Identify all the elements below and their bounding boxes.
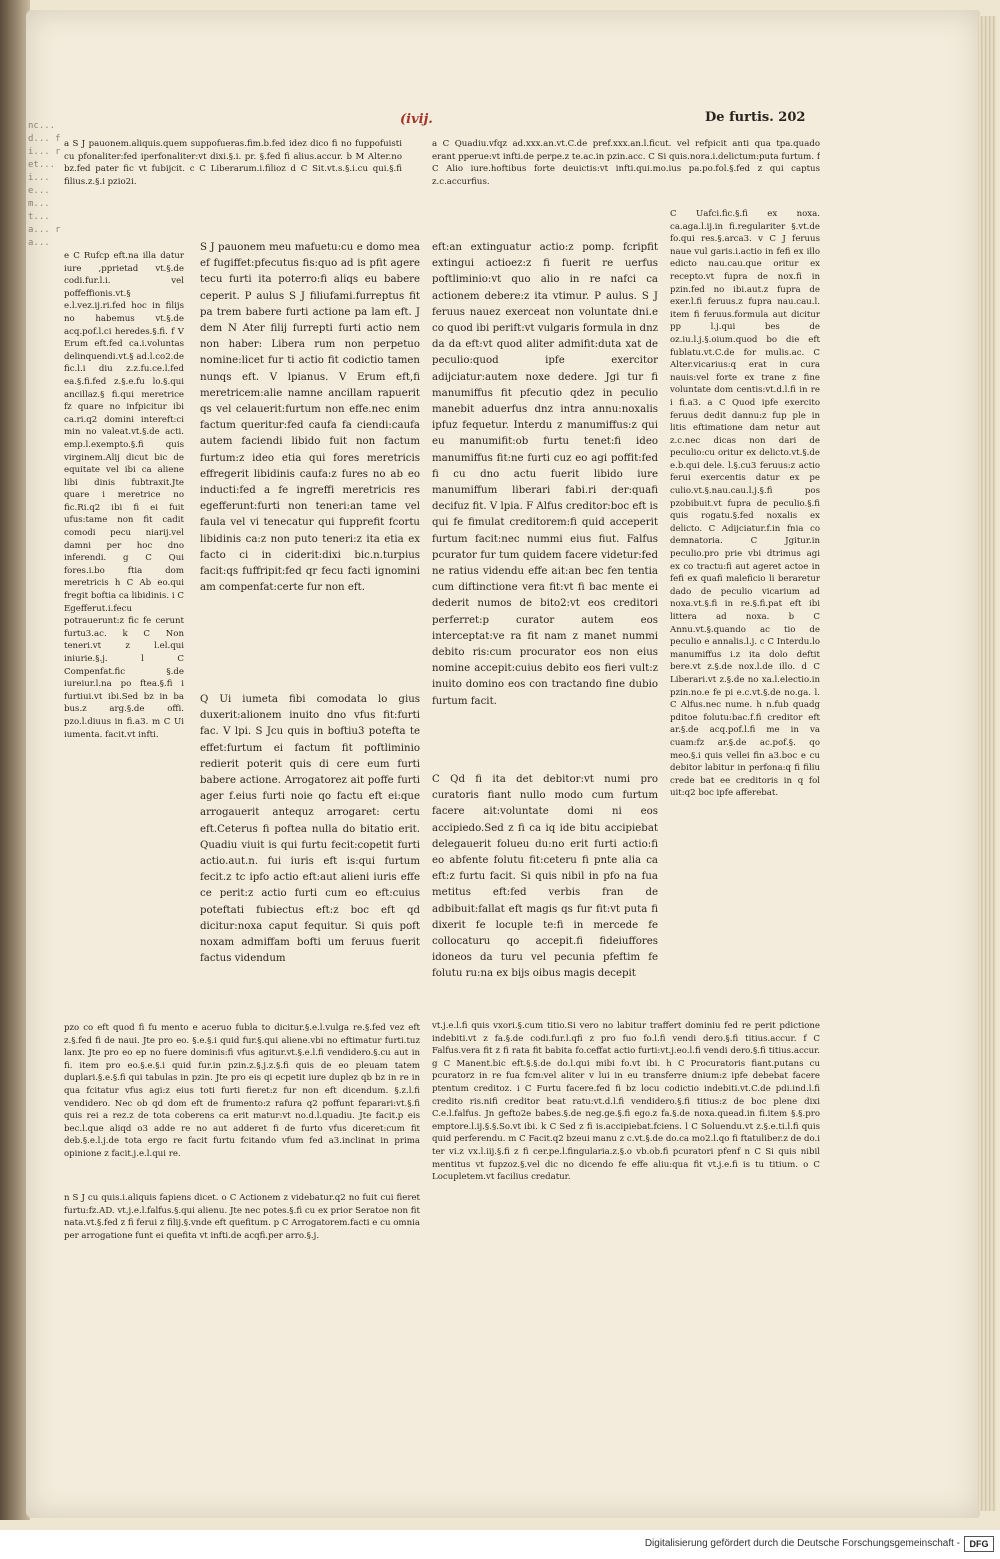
previous-page-margin-fragments: nc... d... fi... ret... i... e... m... t... a... ra... (28, 121, 61, 248)
digitization-footer (0, 1530, 1000, 1559)
page-edges (978, 16, 996, 1511)
gloss-column-right: C Uafci.fic.§.fi ex noxa. ca.aga.l.ij.in fi.regulariter §.vt.de fo.qui res.§.arca3. v C J feruus naue vul garis.i.actio in fefi ex illo edicto nau.cau.que oritur ex recepto.vt fupra de nox.fi in pzin.fed no ibi.aut.z fupra de exer.l.fi feruus.z fupra nau.cau.l. item fi feruus.formula aut dicitur pp l.j.qui bes de oz.iu.l.j.§.oium.quod bo die eft fublatu.vt.C.de for mulis.ac. C Alter.vicarius:q erat in cura nauis:vel forte ex trane z fine voluntate dom centis:vt.d.l.fi in re i fi.a3. a C Quod ipfe exercito feruus dedit dannu:z fup ple in litis eftimatione dam netur aut z.c.nec dicas non dari de peculio:cu oritur ex delicto.vt.§.de e.b.qui dele. l.§.cu3 feruus:z actio ferui exercentis datur ex pe culio.vt.§.nau.cau.l.j.§.fi pos pzobibuit.vt fupra de peculio.§.fi quis rogatu.§.fed noxalis ex delicto. C Adijciatur.f.in fnia co demnatoria. C Jgitur.in peculio.pro prie vbi dtrimus agi ex co tractu:fi aut ageret actoe in fefi ex quafi maleficio li beraretur dado de peculio vicarium ad noxa.vt.§.fi in re.§.fi.pat eft ibi littera ad noxa. b C Annu.vt.§.quando ac tio de peculio e annalis.l.j. c C Interdu.lo manumiffus i.z ita dolo deftit bere.vt z.§.de nox.l.de illo. d C Liberari.vt z.§.de no xa.l.electio.in pzin.no.e fe pi e.c.vt.§.de no.ga. l. C Alfus.nec nume. h n.fub quadg pditoe folutu:bac.f.fi creditor eft ar.§.de acq.pof.l.fi me in va cuam:fz ar.§.de ac.pof.§. qo meo.§.i quis vellei fin a3.boc e cu debitor labitur in perfona:q fi filiu crede bat ee creditoris in q fol uit:q2 boc ipfe afferebat. (670, 209, 820, 799)
main-text-column-2-bottom: C Qd fi ita det debitor:vt numi pro curatoris fiant nullo modo cum furtum facere ait:voluntate domi ni eos accipiedo.Sed z fi ca iq ide bitu accipiebat delegauerit folueu du:no erit furti actio:fi eo abfente folutu fit:ceteru fi pnte alia ca eft:z furtu facit. Si quis nibil in pfo na fua metitus eft:fed verbis fran de adbibuit:fallat eft magis qs fur fit:vt puta fi dixerit fe locuple te:fi in mercede fe collocaturu qo accepit.fi fideiuffores idoneos da turu vel pecunia pfeftim fe folutu ru:na ex bijs oibus magis decepit (432, 774, 658, 980)
running-title: De furtis. 202 (705, 110, 806, 125)
main-text-column-2-top: eft:an extinguatur actio:z pomp. fcripfit extingui actioez:z fi fuerit re uerfus poftliminio:vt quo alio in re nafci ca actionem debere:z ita vtimur. P aulus. S J feruus nauez exerceat non voluntate dni.e co quod ibi perift:vt vulgaris formula in dnz da da eft:vt quod aliter admifit:duta xat de peculio:quod ipfe exercitor adijciatur:autem noxe dedere. Jgi tur fi manumiffus fit pfecutio qdez in peculio manebit aduerfus dnz intra annu:noxalis ipfuz fequetur. Interdu z manumiffus:z qui eu manumifit:ob furtu tenet:fi ideo manumiffus fit:ne furti cuz eo agi poffit:fed fi cu dno actu fuerit libido iure manumiffum liberari fabi.ri der:quafi decifuz fit. V lpia. F Alfus creditor:boc eft is qui fe fimulat creditorem:fi quid acceperit furtum facit:nec nummi eius fiut. Falfus pcurator fur tum quidem facere videtur:fed ne ratius videndu effe ait:an bec fen tentia cum diftinctione vera fit:vt fi bac mente ei dederit numos de bito2:vt eos creditori perferret:p curator autem eos interceptat:ve ra fit nam z manet nummi debito ris:cum procurator eos non eius nomine accepit:cuius debito eos fieri vult:z inuito domino eos con tractando fine dubio furtum facit. (432, 242, 658, 707)
gloss-block-bottom-left: pzo co eft quod fi fu mento e aceruo fubla to dicitur.§.e.l.vulga re.§.fed vez eft z.§.fed fi de naui. Jte pro eo. §.e.§.i quid fur.§.qui aliene.vbi no eftimatur furti.tuz lanx. Jte pro eo ep no fuere dominis:fi vfus agitur.vt.§.e.l.fi vendidero.§.cu aut in fi. item pro eo.§.e.§.i quid fur.in pzin.z.§.j.z.§.fi quis de eo pleuam tatem duplari.§.e.§.fi qui tabulas in pzin. Jte pro eis qi ecpetit iure duplez qb bz in re in qua fcitatur vfus agi:z eius toti furti fieret:z fur non eft dicendum. §.z.l.fi vendidero. Nec ob qd dom eft de frumento:z rafura q2 poffunt feparari:vt.§.fi quis rei a rez.z de tota coberens ca erit matur:vt no.d.l.quadiu. Jte facit.p eis bec.l.que aliqd o3 adde re no aut adderet fi de furto vfus diceret:cum fit deb.§.e.l.j.de tota ergo re facit furtu fcitando vfum fed a3.inclinat in prima opinione z facit.j.e.l.qui re. (64, 1023, 420, 1159)
main-text-column-1-top: S J pauonem meu mafuetu:cu e domo mea ef fugiffet:pfecutus fis:quo ad is pfit agere tecu furti ita poterro:fi aliqs eu babere ceperit. P aulus S J filiufami.furreptus fit pa trem babere furti actione pa lam eft. J dem N Ater filij furrepti furti actio nem non haber: Libera rum non perpetuo nomine:licet fur ti actio fit codictio tamen nunqs eft. V lpianus. V Erum eft,fi meretricem:alie namne ancillam rapuerit qs vel celauerit:furtum non effe.nec enim factum queritur:fed caufa fa ciendi:caufa autem faciendi libido fuit non factum furtum:z ideo etia qui fores meretricis effregerit libidinis caufa:z fures no ab eo inducti:fed a fe ingreffi meretricis res egefferunt:furti non teneri:an tame vel faula vel vi tenecatur qui fupprefit fcortu libidinis ca:z non puto teneri:z ita etia ex facto ci in ciderit:dixi bic.n.turpius facit:qs fuffripit:fed qr fecu facti ignomini am compenfat:certe fur non eft. (200, 242, 420, 594)
gloss-block-top-left: a S J pauonem.aliquis.quem suppofueras.fim.b.fed idez dico fi no fuppofuisti cu pfonaliter:fed iperfonaliter:vt dixi.§.i. pr. §.fed fi alius.accur. b M Alter.no bz.fed pater fic vt fubijcit. c C Liberarum.i.filioz d C Sit.vt.s.§.i.cu qui.§.fi filius.z.§.i pzio2i. (64, 139, 402, 187)
footer-credit-text: Digitalisierung gefördert durch die Deutsche Forschungsgemeinschaft - (644, 1538, 960, 1549)
gloss-block-top-right: a C Quadiu.vfqz ad.xxx.an.vt.C.de pref.xxx.an.l.ficut. vel refpicit anti qua tpa.quado erant pperue:vt infti.de perpe.z te.ac.in pzin.acc. C Si quis.nora.i.delictum:puta furtum. f C Alio iure.hoftibus forte deuictis:vt infti.qui.mo.ius pa.po.fol.§.fed z qui captus z.c.accurfius. (432, 139, 820, 187)
gloss-column-left: e C Rufcp eft.na illa datur iure ,pprietad vt.§.de codi.fur.l.i. vel poffeffionis.vt.§ e.l.vez.ij.ri.fed hoc in filijs no habemus vt.§.de acq.pof.l.ci heredes.§.fi. f V Erum eft.fed ca.i.voluntas delinquendi.vt.§ ad.l.co2.de fic.l.i diu z.z.fu.ce.l.fed ea.§.fi.fed z.§.e.fu lo.§.qui ancillaz.§ fi.qui meretrice fz quare no infpicitur ibi ca.ri.q2 domini intereft:ci min no valeat.vt.§.de acti. emp.l.exempto.§.fi quis virginem.Alij dicut bic de equitate vel ibi ca aliene libi dinis fubtraxit.Jte quare i meretrice no fic.Ri.q2 ibi fi ei fuit ufus:tame non fit cadit comodi pecu niarij.vel damni per hoc dno inferendi. g C Qui fores.i.bo ftia dom meretricis h C Ab eo.qui fregit boftia ca libidinis. i C Egefferut.i.fecu potrauerunt:z fic fe cerunt furtu3.ac. k C Non teneri.vt z l.el.qui iniurie.§.j. l C Compenfat.fic §.de iureiur.l.na po ftea.§.fi i furtiui.vt ibi.Sed bz in ba bus.z arg.§.de offi. pzo.l.diuus in fi.a3. m C Ui iumenta. facit.vt infti. (64, 251, 184, 740)
dfg-logo: DFG (964, 1536, 994, 1552)
folio-number: (ivij. (400, 112, 433, 127)
gloss-block-bottom-left-2: n S J cu quis.i.aliquis fapiens dicet. o C Actionem z videbatur.q2 no fuit cui fieret furtu:fz.AD. vt.j.e.l.falfus.§.qui alienu. Jte nec potes.§.fi cu ex prior Seratoe non fit nata.vt.§.fed z fi ferui z filij.§.vnde eft quefitum. p C Arrogatorem.facti e cu omnia per arrogatione funt ei quefita vt infti.de acqfi.per arro.§.j. (64, 1193, 420, 1241)
main-text-column-1-bottom: Q Ui iumeta fibi comodata lo gius duxerit:alionem inuito dno vfus fit:furti fac. V lpi. S Jcu quis in boftiu3 potefta te effet:furtum ei factum fit poftliminio redierit poterit quis di cere eum furti babere actione. Arrogatorez ait poffe furti ager f.eius furti noie qo factu eft ei:que arrogauerit antequz arrogaret: certu eft.Ceterus fi poftea nulla do bitatio erit. Quadiu viuit is qui furtu fecit:copetit furti actio.aut.n. fui iuris eft is:qui furtum fecit.z tc ipfo actio eft:aut alieni iuris effe ce perit:z actio furti cum eo eft:cuius poteftati fubiectus eft:z boc eft qd dicitur:noxa caput fequitur. Si quis poft noxam admiffam bofti um feruus fuerit factus videndum (200, 694, 420, 965)
gloss-block-bottom-right: vt.j.e.l.fi quis vxori.§.cum titio.Si vero no labitur traffert dominiu fed re perit pdictione indebiti.vt z fa.§.de codi.fur.l.qfi z pro fuo fo.l.fi vendi dero.§.fi titius.accur. f C Falfus.vera fit z fi rata fit babita fo.ceffat actio furti:vt.j.eo.l.fi vendi dero.§.fi titius.accur. g C Manent.bic eft.§.§.de do.l.qui mibi fo.vt ibi. h C Procuratoris fiant.putans cu pcuratorz in re fua fcm:vel aliter v lui in eu transferre dnium:z ipfe debebat facere ptentum creditoz. i C Furtu facere.fed fi bz locu codictio indebiti.vt.C.de pdi.ind.l.fi credito ris.nifi creditor beat ratu:vt.d.l.fi vendidero.§.fi titius:z de boc plene dixi C.e.l.falfus. Jn gefto2e babes.§.de neg.ge.§.fi ego.z fa.§.de noxa.quead.in fi.item §.§.pro emptore.l.ij.§.§.So.vt ibi. k C Sed z fi is.accipiebat.fciens. l C Soluendu.vt z.§.e.ti.l.fi quis quid perferendu. m C Facit.q2 bzeui manu z c.vt.§.de do.ca mo2.l.qo fi ftatuliber.z de do.i ter vi.z vx.l.iij.§.fi z fi cer.pe.l.fingularia.z.§.o vb.ob.fi pcuratori pfenf n C Si quis nibil mentitus vt fupzoz.§.vel dic no dicendo fe effe aliu:qua fit vt.j.e.fi is tu titium. o C Locupletem.vt facilius credatur. (432, 1021, 820, 1183)
